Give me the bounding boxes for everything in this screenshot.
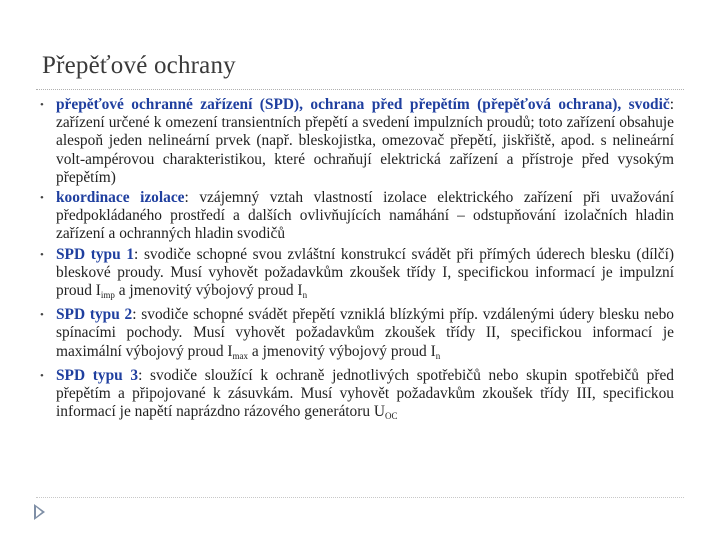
bullet-marker: • [40,248,44,261]
subscript: n [302,290,308,301]
footer-divider [36,497,684,499]
term-insulation-coordination: koordinace izolace [56,189,185,207]
list-item [38,367,674,426]
term-spd-type-3: SPD typu 3 [56,366,139,384]
definition-text: a jmenovitý výbojový proud I [248,342,436,360]
term-spd-type-1: SPD typu 1 [56,245,135,263]
list-item [38,306,674,365]
title-divider [36,89,684,91]
list-item [38,96,674,187]
term-spd: přepěťové ochranné zařízení (SPD), ochrana před přepětím (přepěťová ochrana), svodič [56,96,670,113]
bullet-marker: • [40,369,44,382]
subscript: max [232,350,249,361]
bullet-marker: • [40,309,44,322]
definition-text: : svodiče schopné svádět přepětí vzniklá blízkými příp. vzdálenými údery blesku nebo spínacími pochody. Musí vyhovět požadavkům zkoušek třídy II, specifickou informací je maximální výbojový proud I [56,306,675,360]
page-title: Přepěťové ochrany [42,52,236,79]
list-item [38,246,674,305]
term-spd-type-2: SPD typu 2 [56,306,133,324]
subscript: n [435,350,441,361]
definition-text: : svodiče schopné svou zvláštní konstrukcí svádět při přímých úderech blesku (dílčí) bleskové proudy. Musí vyhovět požadavkům zkoušek třídy I, specifickou informací je impulzní proud I [56,245,674,300]
definition-text: : vzájemný vztah vlastností izolace elektrického zařízení při uvažování předpokládaného prostředí a dalších ovlivňujících namáhání – odstupňování izolačních hladin zařízení a ochranných hladin svodičů [56,189,674,243]
subscript: OC [385,411,398,422]
definition-text: a jmenovitý výbojový proud I [114,282,303,300]
subscript: imp [100,290,115,301]
definition-text: : svodiče sloužící k ochraně jednotlivých spotřebičů nebo skupin spotřebičů před přepětím a připojované k zásuvkám. Musí vyhovět požadavkům zkoušek třídy III, specifickou informací je napětí naprázdno rázového generátoru U [56,366,674,421]
definition-list [38,96,674,427]
list-item [38,189,674,244]
bullet-marker: • [40,99,44,111]
definition-text: : zařízení určené k omezení transientních přepětí a svedení impulzních proudů; toto zařízení obsahuje alespoň jeden nelineární prvek (např. bleskojistka, omezovač přepětí, jiskřiště, apod. s nelineární volt-ampérovou charakteristikou, které ochraňují elektrická zařízení a přístroje před vysokým přepětím) [56,96,674,186]
bullet-marker: • [40,192,44,205]
triangle-right-icon[interactable] [34,504,45,520]
